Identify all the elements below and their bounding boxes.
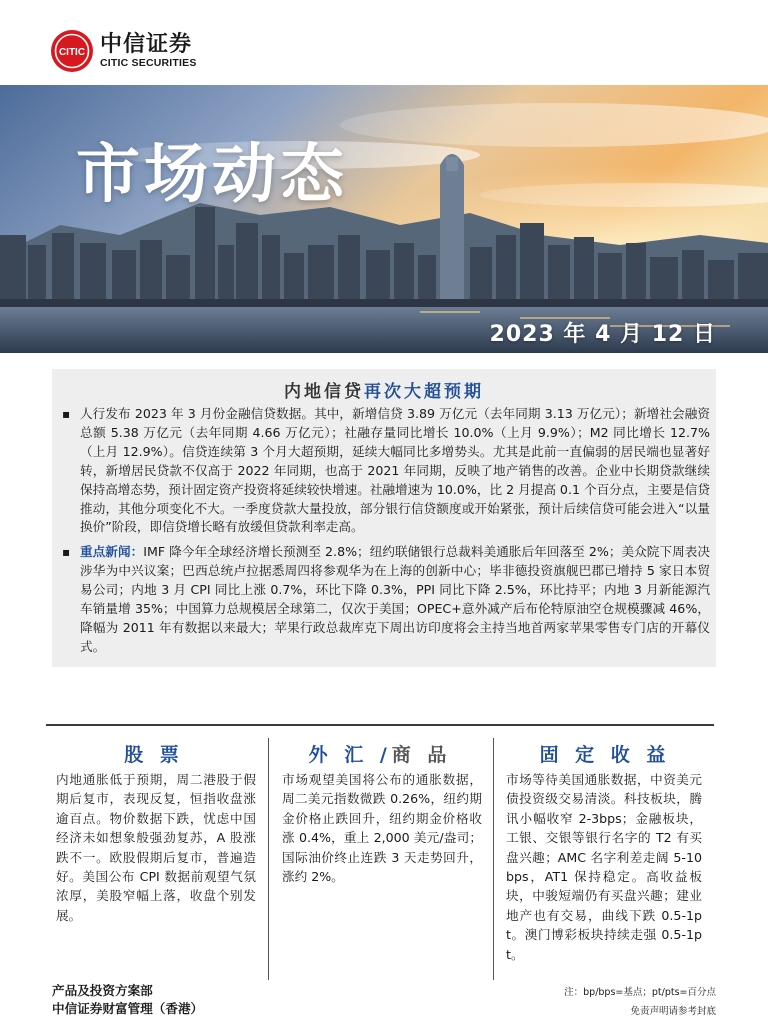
footer-disclaimer: 免责声明请参考封底 [630, 1006, 716, 1017]
key-news-text: IMF 降今年全球经济增长预测至 2.8%；纽约联储银行总裁料美通胀后年回落至 2%；美众院下周表决涉华为中兴议案；巴西总统卢拉据悉周四将参观华为在上海的创新中心；毕非德投资旗舰巴郡已增持 5 家日本贸易公司；内地 3 月 CPI 同比上涨 0.7%，环比下降 0.3%，PPI 同比下降 2.5%，环比持平；内地 3 月新能源汽车销量增 35%；中国算力总规模居全球第二，仅次于美国；OPEC+意外减产后布伦特原油空仓规模骤减 46%，降幅为 2011 年有数据以来最大；苹果行政总裁库克下周出访印度将会主持当地首两家苹果零售专门店的开幕仪式。 [80, 544, 710, 654]
credit-data-paragraph: 人行发布 2023 年 3 月份金融信贷数据。其中，新增信贷 3.89 万亿元（去年同期 3.13 万亿元）；新增社会融资总额 5.38 万亿元（去年同期 4.66 万亿元）；社融存量同比增长 10.0%（上月 9.9%）；M2 同比增长 12.7%（上月 12.9%）。信贷连续第 3 个月大超预期，延续大幅同比多增势头。尤其是此前一直偏弱的居民端也显著好转，新增居民贷款不仅高于 2022 年同期，也高于 2021 年同期，反映了地产销售的改善。企业中长期贷款继续保持高增态势，预计固定资产投资将延续较快增速。社融增速为 10.0%，比 2 月提高 0.1 个百分点，主要是信贷推动，其他分项变化不大。一季度贷款大量投放，部分银行信贷额度或开始紧张，预计后续信贷可能会进入“以量换价”阶段，即信贷增长略有放缓但贷款利率走高。 [80, 406, 710, 535]
footer-department: 产品及投资方案部 [52, 983, 153, 998]
citic-logo-icon [50, 29, 94, 73]
logo-mark-text: CITIC [58, 47, 86, 58]
brand-name-cn: 中信证券 [100, 31, 193, 57]
highlight-box [52, 369, 716, 667]
bullet-icon: ▪ [62, 545, 71, 559]
equities-body: 内地通胀低于预期，周二港股于假期后复市，表现反复，恒指收盘涨逾百点。物价数据下跌，忧虑中国经济未如想象般强劲复苏，A 股涨跌不一。欧股假期后复市，普遍造好。美国公布 CPI 数据前观望气氛浓厚，美股窄幅上落，收盘个别发展。 [56, 772, 256, 923]
highlight-title-part1: 内地信贷 [284, 382, 364, 402]
section-divider [46, 724, 714, 726]
key-news-paragraph [80, 543, 710, 656]
fixed-income-heading: 固 定 收 益 [539, 744, 671, 766]
fx-commodities-heading [280, 740, 480, 767]
hero-banner [0, 85, 768, 353]
equities-heading: 股 票 [124, 744, 184, 766]
footer-publisher [52, 982, 203, 1018]
footer-note: 注：bp/bps=基点；pt/pts=百分点 [564, 987, 716, 998]
footer-company: 中信证券财富管理（香港） [52, 1001, 204, 1016]
brand-name-en: CITIC SECURITIES [100, 56, 197, 69]
commodities-heading: 商 品 [391, 744, 452, 766]
fixed-income-body: 市场等待美国通胀数据，中资美元债投资级交易清淡。科技板块，腾讯小幅收窄 2-3bps；金融板块，工银、交银等银行名字的 T2 有买盘兴趣；AMC 名字利差走阔 5-10bps，AT1 保持稳定。高收益板块，中骏短端仍有买盘兴趣；建业地产也有交易，曲线下跌 0.5-1pt。澳门博彩板块持续走强 0.5-1pt。 [506, 772, 702, 962]
column-divider [268, 738, 269, 980]
list-item [62, 543, 710, 656]
heading-separator: / [368, 744, 392, 766]
fx-commodities-body: 市场观望美国将公布的通胀数据，周二美元指数微跌 0.26%，纽约期金价格止跌回升，纽约期金价格收涨 0.4%，重上 2,000 美元/盎司；国际油价终止连跌 3 天走势回升，涨约 2%。 [282, 772, 482, 885]
bullet-icon: ▪ [62, 407, 71, 421]
list-item [62, 405, 710, 537]
fx-heading: 外 汇 [308, 744, 369, 766]
column-divider [493, 738, 494, 980]
citic-logo [50, 28, 197, 74]
key-news-label: 重点新闻： [80, 544, 144, 559]
highlight-title [52, 377, 716, 402]
report-date: 2023 年 4 月 12 日 [489, 322, 716, 347]
page-title: 市场动态 [76, 138, 348, 212]
highlight-title-part2: 再次大超预期 [364, 382, 484, 402]
